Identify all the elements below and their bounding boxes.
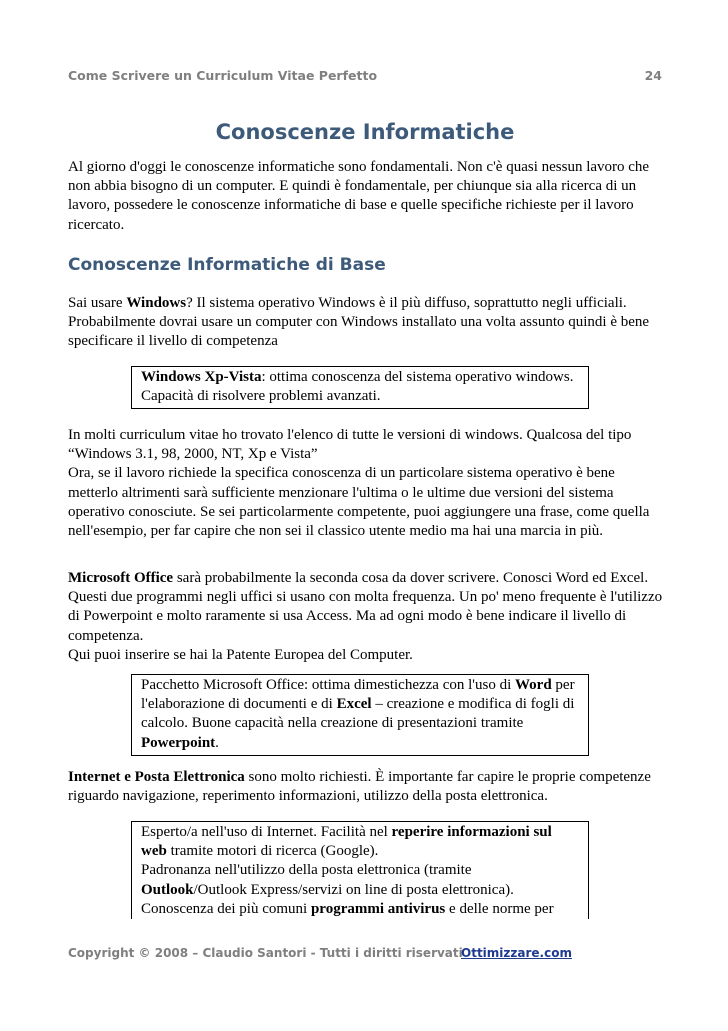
windows-paragraph: Sai usare Windows? Il sistema operativo Windows è il più diffuso, soprattutto negli ufficiali. Probabilmente dovrai usare un computer con Windows installato una volta assunto quindi è bene specificare il livello di competenza <box>68 295 650 350</box>
office-paragraph: Microsoft Office sarà probabilmente la seconda cosa da dover scrivere. Conosci Word ed Excel. Questi due programmi negli uffici si usano con molta frequenza. Un po' meno frequente è l'utilizzo di Powerpoint e molto raramente si usa Access. Ma ad ogni modo è bene indicare il livello di competenza. Qui puoi inserire se hai la Patente Europea del Computer. <box>68 570 663 663</box>
windows-term: Windows <box>126 295 187 311</box>
intro-paragraph: Al giorno d'oggi le conoscenze informatiche sono fondamentali. Non c'è quasi nessun lavoro che non abbia bisogno di un computer. E quindi è fondamentale, per chiunque sia alla ricerca di un lavoro, possedere le conoscenze informatiche di base e quelle specifiche richieste per il lavoro ricercato. <box>68 159 650 233</box>
internet-term: Internet e Posta Elettronica <box>68 769 245 785</box>
internet-example-box: Esperto/a nell'uso di Internet. Facilità nel reperire informazioni sul web tramite motori di ricerca (Google). Padronanza nell'utilizzo della posta elettronica (tramite Outlook/Outlook Express/servizi on line di posta elettronica). Conoscenza dei più comuni programmi antivirus e delle norme per <box>131 821 589 919</box>
website-link[interactable]: Ottimizzare.com <box>461 946 572 960</box>
page-number: 24 <box>644 68 662 83</box>
section-heading: Conoscenze Informatiche di Base <box>68 255 386 275</box>
page-title: Conoscenze Informatiche <box>215 120 515 144</box>
office-term: Microsoft Office <box>68 570 174 586</box>
running-header <box>68 68 662 83</box>
copyright-text: Copyright © 2008 – Claudio Santori - Tutti i diritti riservati <box>68 946 463 960</box>
office-example-box: Pacchetto Microsoft Office: ottima dimestichezza con l'uso di Word per l'elaborazione di documenti e di Excel – creazione e modifica di fogli di calcolo. Buone capacità nella creazione di presentazioni tramite Powerpoint. <box>131 674 589 756</box>
internet-paragraph: Internet e Posta Elettronica sono molto richiesti. È importante far capire le proprie competenze riguardo navigazione, reperimento informazioni, utilizzo della posta elettronica. <box>68 769 651 805</box>
running-title: Come Scrivere un Curriculum Vitae Perfetto <box>68 68 378 83</box>
windows-example-box: Windows Xp-Vista: ottima conoscenza del sistema operativo windows. Capacità di risolvere problemi avanzati. <box>131 366 589 409</box>
windows-versions-paragraph: In molti curriculum vitae ho trovato l'elenco di tutte le versioni di windows. Qualcosa del tipo “Windows 3.1, 98, 2000, NT, Xp e Vista” Ora, se il lavoro richiede la specifica conoscenza di un particolare sistema operativo è bene metterlo altrimenti sarà sufficiente menzionare l'ultima o le ultime due versioni del sistema operativo conosciute. Se sei particolarmente competente, puoi aggiungere una frase, come quella nell'esempio, per far capire che non sei il classico utente medio ma hai una marcia in più. <box>68 427 650 540</box>
page-footer <box>68 946 668 960</box>
